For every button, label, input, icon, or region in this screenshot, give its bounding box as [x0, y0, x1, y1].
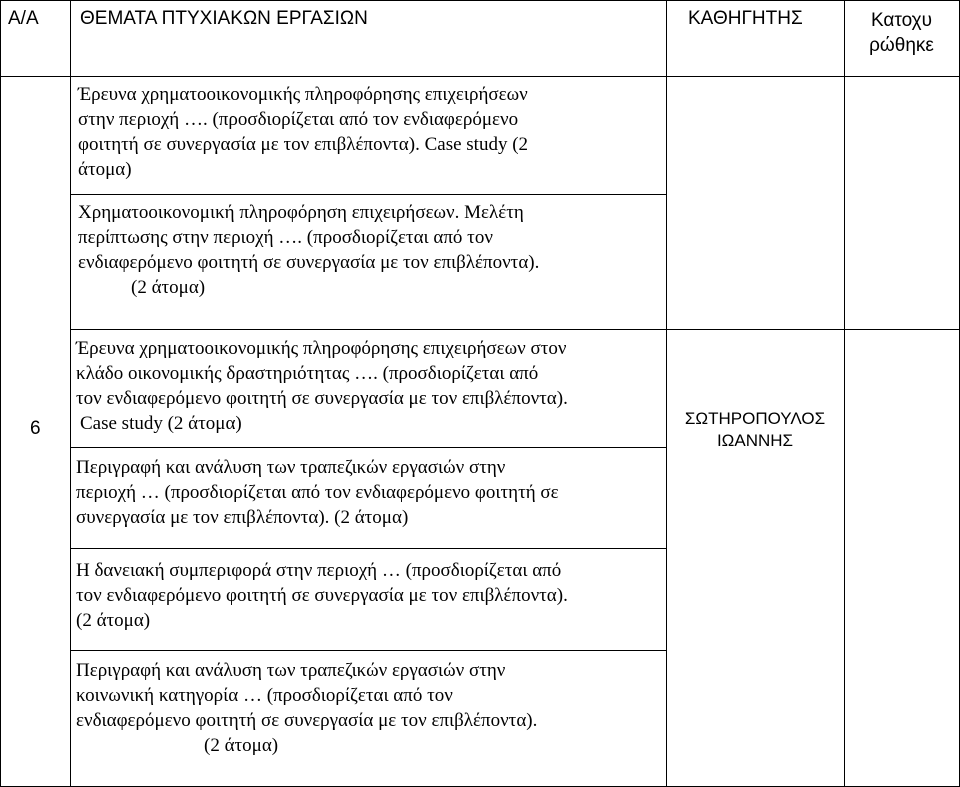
topic-line: (2 άτομα)	[204, 735, 279, 756]
topic-line: περιοχή … (προσδιορίζεται από τον ενδιαφερόμενο φοιτητή σε	[76, 482, 559, 503]
header-topics: ΘΕΜΑΤΑ ΠΤΥΧΙΑΚΩΝ ΕΡΓΑΣΙΩΝ	[80, 8, 368, 29]
column-divider	[70, 0, 71, 787]
column-divider	[844, 0, 845, 787]
topic-line: τον ενδιαφερόμενο φοιτητή σε συνεργασία με τον επιβλέποντα).	[76, 388, 568, 409]
topic-divider	[70, 548, 666, 549]
topic-line: ενδιαφερόμενο φοιτητή σε συνεργασία με τον επιβλέποντα).	[76, 710, 538, 731]
header-bottom-border	[0, 76, 960, 77]
topic-divider	[70, 650, 666, 651]
topic-cell	[78, 82, 528, 182]
table-top-border	[0, 0, 960, 1]
topic-line: στην περιοχή …. (προσδιορίζεται από τον ενδιαφερόμενο	[78, 109, 519, 130]
topic-line: (2 άτομα)	[131, 277, 206, 298]
table-left-border	[0, 0, 1, 787]
topic-line: Η δανειακή συμπεριφορά στην περιοχή … (προσδιορίζεται από	[76, 560, 562, 581]
topic-cell	[76, 658, 537, 758]
header-taken-line2: ρώθηκε	[869, 35, 934, 56]
professor-name-line1: ΣΩΤΗΡΟΠΟΥΛΟΣ	[684, 409, 826, 428]
header-taken-line1: Κατοχυ	[870, 10, 933, 31]
topic-divider	[70, 194, 666, 195]
topic-line: άτομα)	[78, 159, 132, 180]
header-aa: Α/Α	[8, 8, 39, 29]
topic-line: φοιτητή σε συνεργασία με τον επιβλέποντα). Case study (2	[78, 134, 529, 155]
topic-line: Χρηματοοικονομική πληροφόρηση επιχειρήσεων. Μελέτη	[78, 202, 524, 223]
topic-divider	[70, 329, 960, 330]
topic-line: (2 άτομα)	[76, 610, 151, 631]
professor-name-line2: ΙΩΑΝΝΗΣ	[716, 431, 794, 450]
topic-cell	[78, 200, 539, 300]
topic-line: Περιγραφή και ανάλυση των τραπεζικών εργασιών στην	[76, 457, 506, 478]
topic-line: περίπτωσης στην περιοχή …. (προσδιορίζεται από τον	[78, 227, 493, 248]
topic-line: τον ενδιαφερόμενο φοιτητή σε συνεργασία με τον επιβλέποντα).	[76, 585, 568, 606]
topic-divider	[70, 447, 666, 448]
column-divider	[666, 0, 667, 787]
row-number: 6	[30, 418, 41, 439]
topic-line: κλάδο οικονομικής δραστηριότητας …. (προσδιορίζεται από	[76, 363, 539, 384]
header-professor: ΚΑΘΗΓΗΤΗΣ	[688, 8, 803, 29]
topic-line: ενδιαφερόμενο φοιτητή σε συνεργασία με τον επιβλέποντα).	[78, 252, 540, 273]
header-taken	[844, 8, 959, 58]
topic-line: συνεργασία με τον επιβλέποντα). (2 άτομα)	[76, 507, 409, 528]
topic-cell	[76, 455, 559, 530]
row-professor	[666, 408, 844, 452]
topic-line: Περιγραφή και ανάλυση των τραπεζικών εργασιών στην	[76, 660, 506, 681]
topic-cell	[76, 336, 568, 436]
topic-line: Έρευνα χρηματοοικονομικής πληροφόρησης επιχειρήσεων	[78, 84, 528, 105]
topic-line: Case study (2 άτομα)	[80, 413, 242, 434]
topic-cell	[76, 558, 568, 633]
topic-line: Έρευνα χρηματοοικονομικής πληροφόρησης επιχειρήσεων στον	[76, 338, 567, 359]
topic-line: κοινωνική κατηγορία … (προσδιορίζεται από τον	[76, 685, 453, 706]
